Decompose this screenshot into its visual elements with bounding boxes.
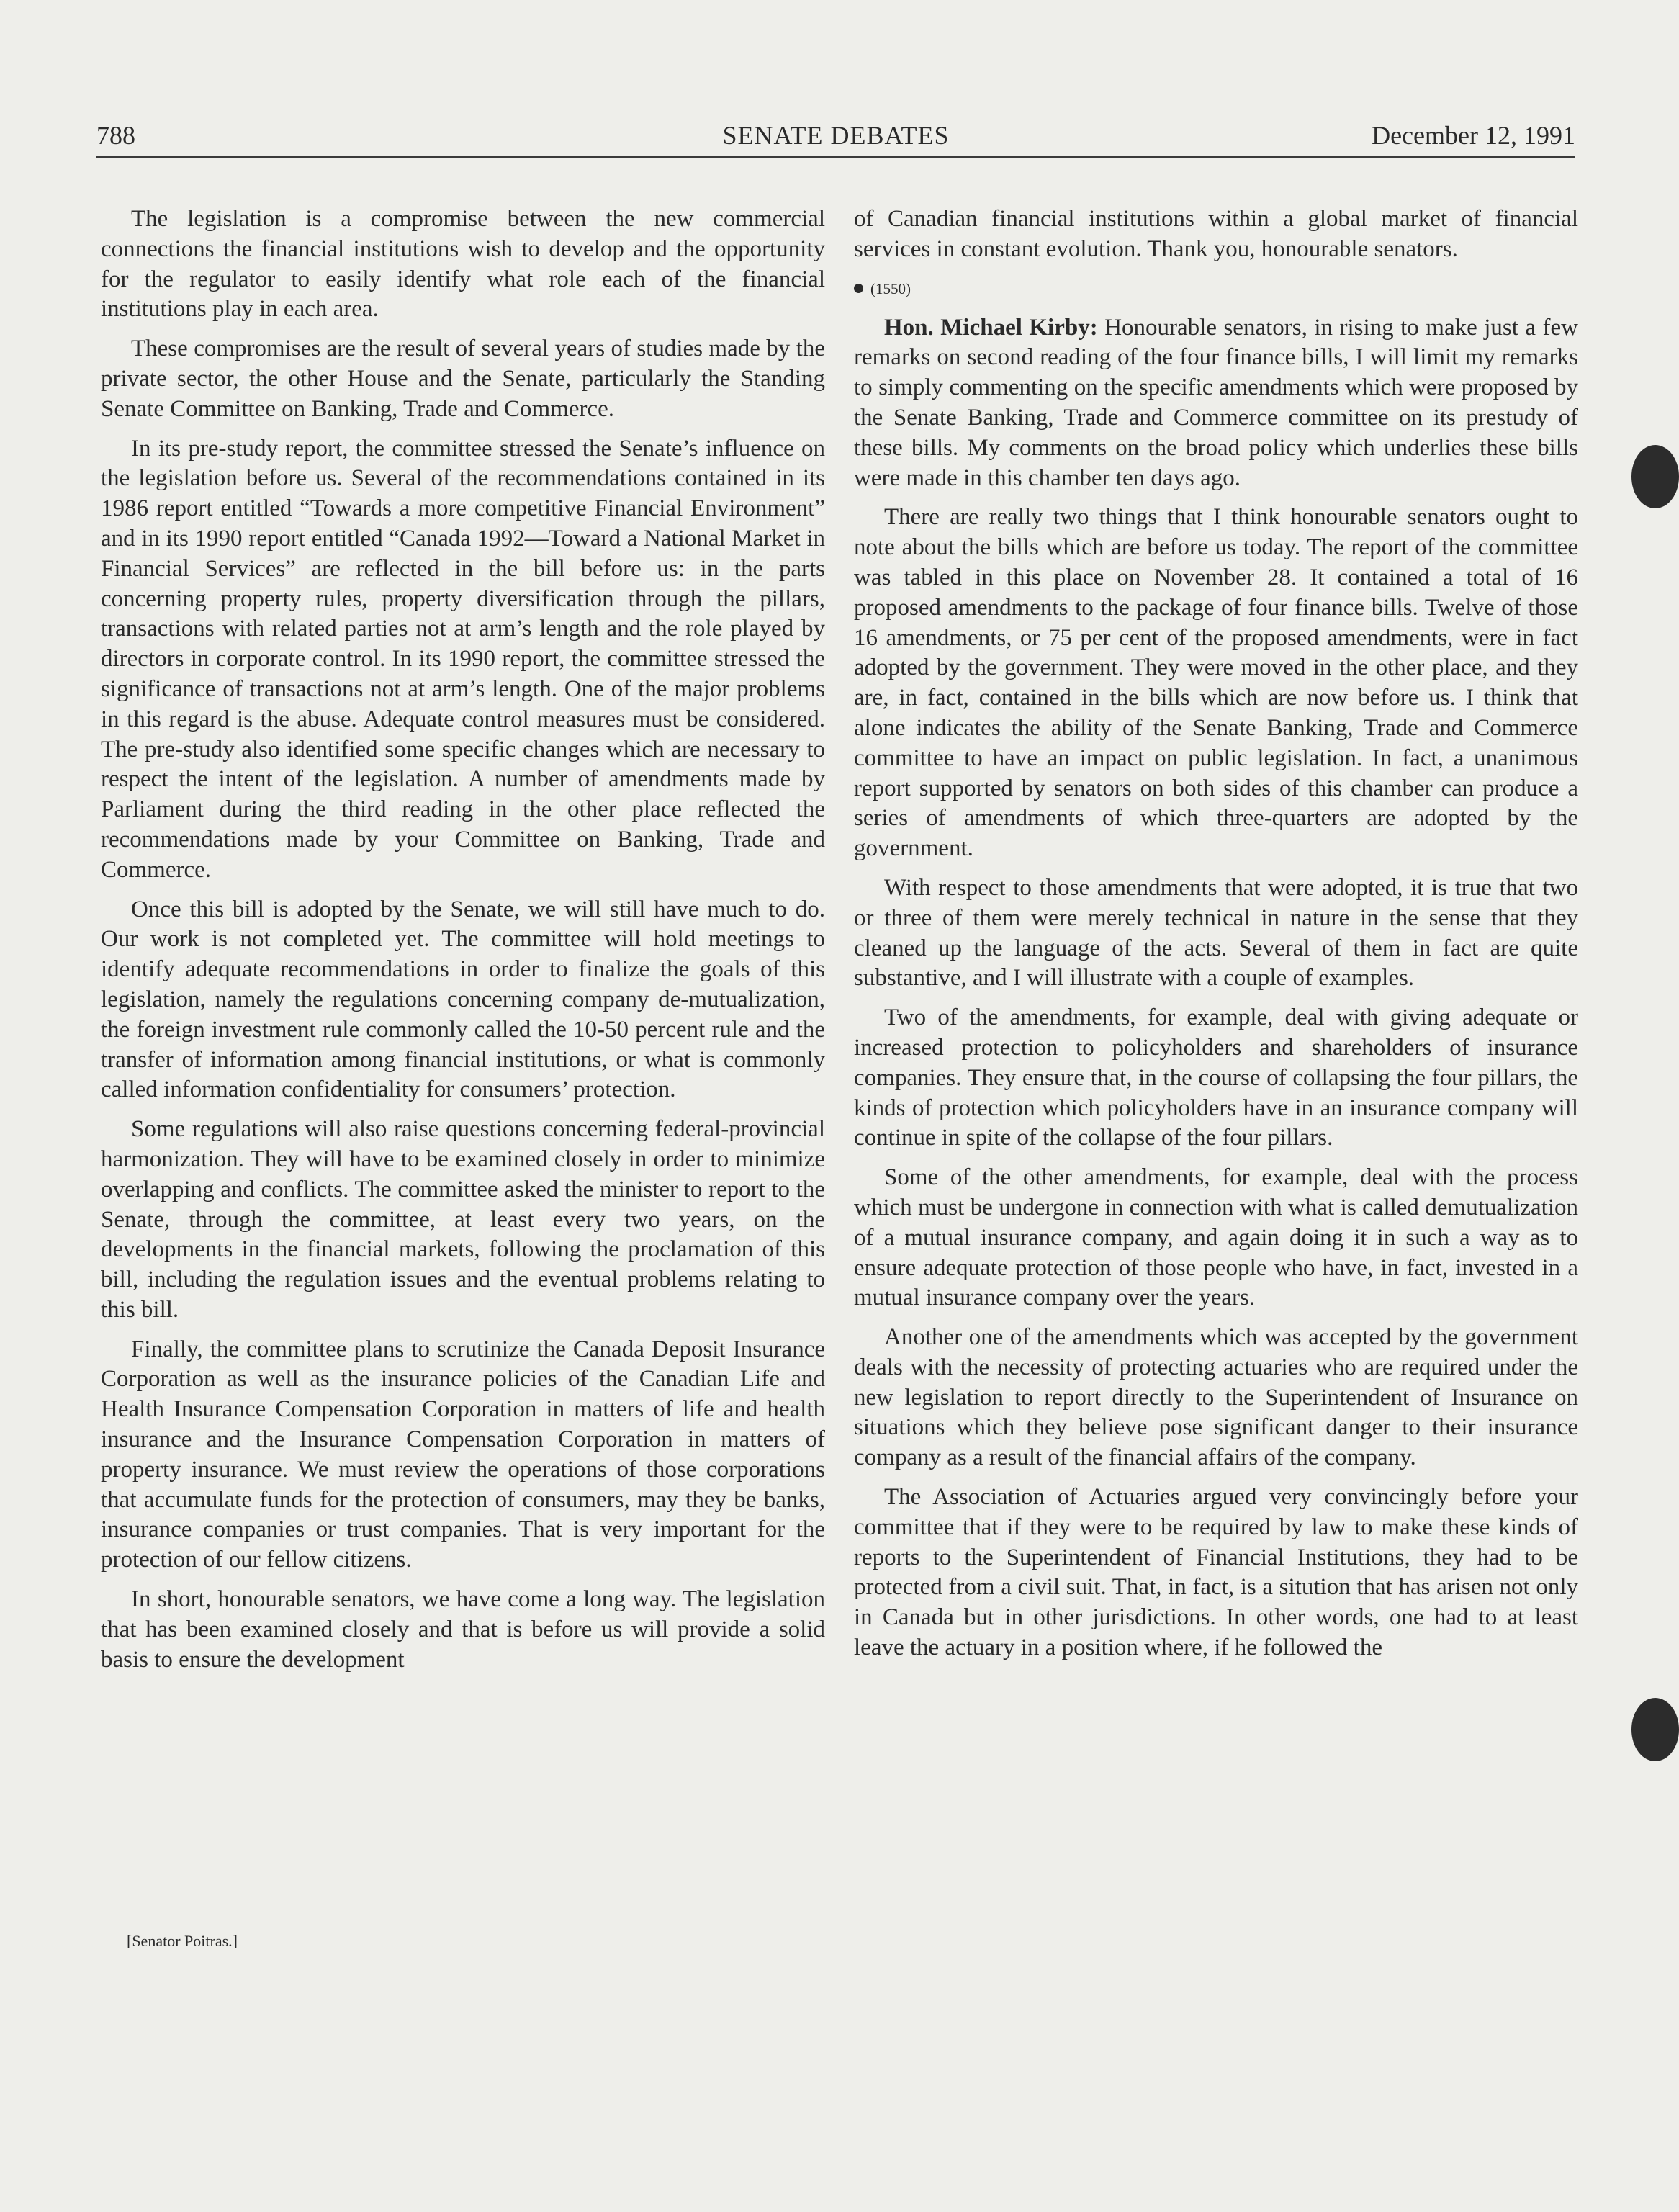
bullet-icon bbox=[854, 284, 863, 293]
paragraph: There are really two things that I think honourable senators ought to note about the bills which are before us today. The report of the committee was tabled in this place on November 28. It contained a total of 16 proposed amendments to the package of four finance bills. Twelve of those 16 amendments, or 75 per cent of the proposed amendments, were in fact adopted by the government. They were moved in the other place, and they are, in fact, contained in the bills which are now before us. I think that alone indicates the ability of the Senate Banking, Trade and Commerce committee to have an impact on public legislation. In fact, a unanimous report supported by senators on both sides of this chamber can produce a series of amendments of which three-quarters are adopted by the government. bbox=[854, 504, 1578, 862]
left-column bbox=[101, 204, 825, 1684]
time-marker-text: (1550) bbox=[870, 279, 911, 297]
paragraph: Some of the other amendments, for example, deal with the process which must be undergone in connection with what is called demutualization of a mutual insurance company, and again doing it in such a way as to ensure adequate protection of those people who have, in fact, invested in a mutual insurance company over the years. bbox=[854, 1164, 1578, 1311]
page-header bbox=[96, 121, 1575, 158]
speaker-name: Hon. Michael Kirby: bbox=[884, 314, 1098, 341]
paragraph: Some regulations will also raise questions concerning federal-provincial harmonization. They will have to be examined closely in order to minimize overlapping and conflicts. The committee asked the minister to report to the Senate, through the committee, at least every two years, on the developments in the financial markets, following the proclamation of this bill, including the regulation issues and the eventual problems relating to this bill. bbox=[101, 1116, 825, 1323]
continued-paragraph: of Canadian financial institutions within a global market of financial services in constant evolution. Thank you, honourable senators. bbox=[854, 206, 1578, 262]
paragraph: Two of the amendments, for example, deal with giving adequate or increased protection to policyholders and shareholders of insurance companies. They ensure that, in the course of collapsing the four pillars, the kinds of protection which policyholders have in an insurance company will continue in spite of the collapse of the four pillars. bbox=[854, 1004, 1578, 1151]
paragraph: Once this bill is adopted by the Senate, we will still have much to do. Our work is not completed yet. The committee will hold meetings to identify adequate recommendations in order to finalize the goals of this legislation, namely the regulations concerning company de-mutualization, the foreign investment rule commonly called the 10-50 percent rule and the transfer of information among financial institutions, or what is commonly called information confidentiality for consumers’ protection. bbox=[101, 896, 825, 1103]
paragraph: With respect to those amendments that were adopted, it is true that two or three of them were merely technical in nature in the sense that they cleaned up the language of the acts. Several of them in fact are quite substantive, and I will illustrate with a couple of examples. bbox=[854, 874, 1578, 992]
publication-title: SENATE DEBATES bbox=[722, 121, 950, 150]
right-column bbox=[854, 204, 1578, 1673]
paragraph: The Association of Actuaries argued very convincingly before your committee that if they were to be required by law to make these kinds of reports to the Superintendent of Financial Institutions, they had to be protected from a civil suit. That, in fact, is a sitution that has arisen not only in Canada but in other jurisdictions. In other words, one had to at least leave the actuary in a position where, if he followed the bbox=[854, 1484, 1578, 1661]
paragraph: Another one of the amendments which was accepted by the government deals with the necessity of protecting actuaries who are required under the new legislation to report directly to the Superintendent of Insurance on situations which they believe pose significant danger to their insurance company as a result of the financial affairs of the company. bbox=[854, 1324, 1578, 1471]
speaker-attribution: [Senator Poitras.] bbox=[127, 1932, 238, 1950]
paragraph: The legislation is a compromise between the new commercial connections the financial institutions wish to develop and the opportunity for the regulator to easily identify what role each of the financial institutions play in each area. bbox=[101, 206, 825, 323]
binder-hole-top bbox=[1631, 445, 1679, 508]
speech-opening-paragraph bbox=[854, 313, 1578, 494]
time-marker bbox=[854, 274, 1578, 303]
page-number: 788 bbox=[96, 121, 135, 150]
paragraph: Finally, the committee plans to scrutinize the Canada Deposit Insurance Corporation as well as the insurance policies of the Canadian Life and Health Insurance Compensation Corporation in matters of life and health insurance and the Insurance Compensation Corporation in matters of property insurance. We must review the operations of those corporations that accumulate funds for the protection of consumers, may they be banks, insurance companies or trust companies. That is very important for the protection of our fellow citizens. bbox=[101, 1336, 825, 1573]
binder-hole-bottom bbox=[1631, 1698, 1679, 1761]
publication-date: December 12, 1991 bbox=[1372, 121, 1575, 150]
paragraph: These compromises are the result of several years of studies made by the private sector, the other House and the Senate, particularly the Standing Senate Committee on Banking, Trade and Commerce. bbox=[101, 336, 825, 422]
paragraph: In short, honourable senators, we have come a long way. The legislation that has been examined closely and that is before us will provide a solid basis to ensure the development bbox=[101, 1586, 825, 1673]
paragraph: In its pre-study report, the committee stressed the Senate’s influence on the legislation before us. Several of the recommendations contained in its 1986 report entitled “Towards a more competitive Financial Environment” and in its 1990 report entitled “Canada 1992—Toward a National Market in Financial Services” are reflected in the bill before us: in the parts concerning property rules, property diversification through the pillars, transactions with related parties not at arm’s length and the role played by directors in corporate control. In its 1990 report, the committee stressed the significance of transactions not at arm’s length. One of the major problems in this regard is the abuse. Adequate control measures must be considered. The pre-study also identified some specific changes which are necessary to respect the intent of the legislation. A number of amendments made by Parliament during the third reading in the other place reflected the recommendations made by your Committee on Banking, Trade and Commerce. bbox=[101, 435, 825, 883]
speech-opening-text: Honourable senators, in rising to make just a few remarks on second reading of the four finance bills, I will limit my remarks to simply commenting on the specific amendments which were proposed by the Senate Banking, Trade and Commerce committee on its prestudy of these bills. My comments on the broad policy which underlies these bills were made in this chamber ten days ago. bbox=[854, 314, 1578, 491]
